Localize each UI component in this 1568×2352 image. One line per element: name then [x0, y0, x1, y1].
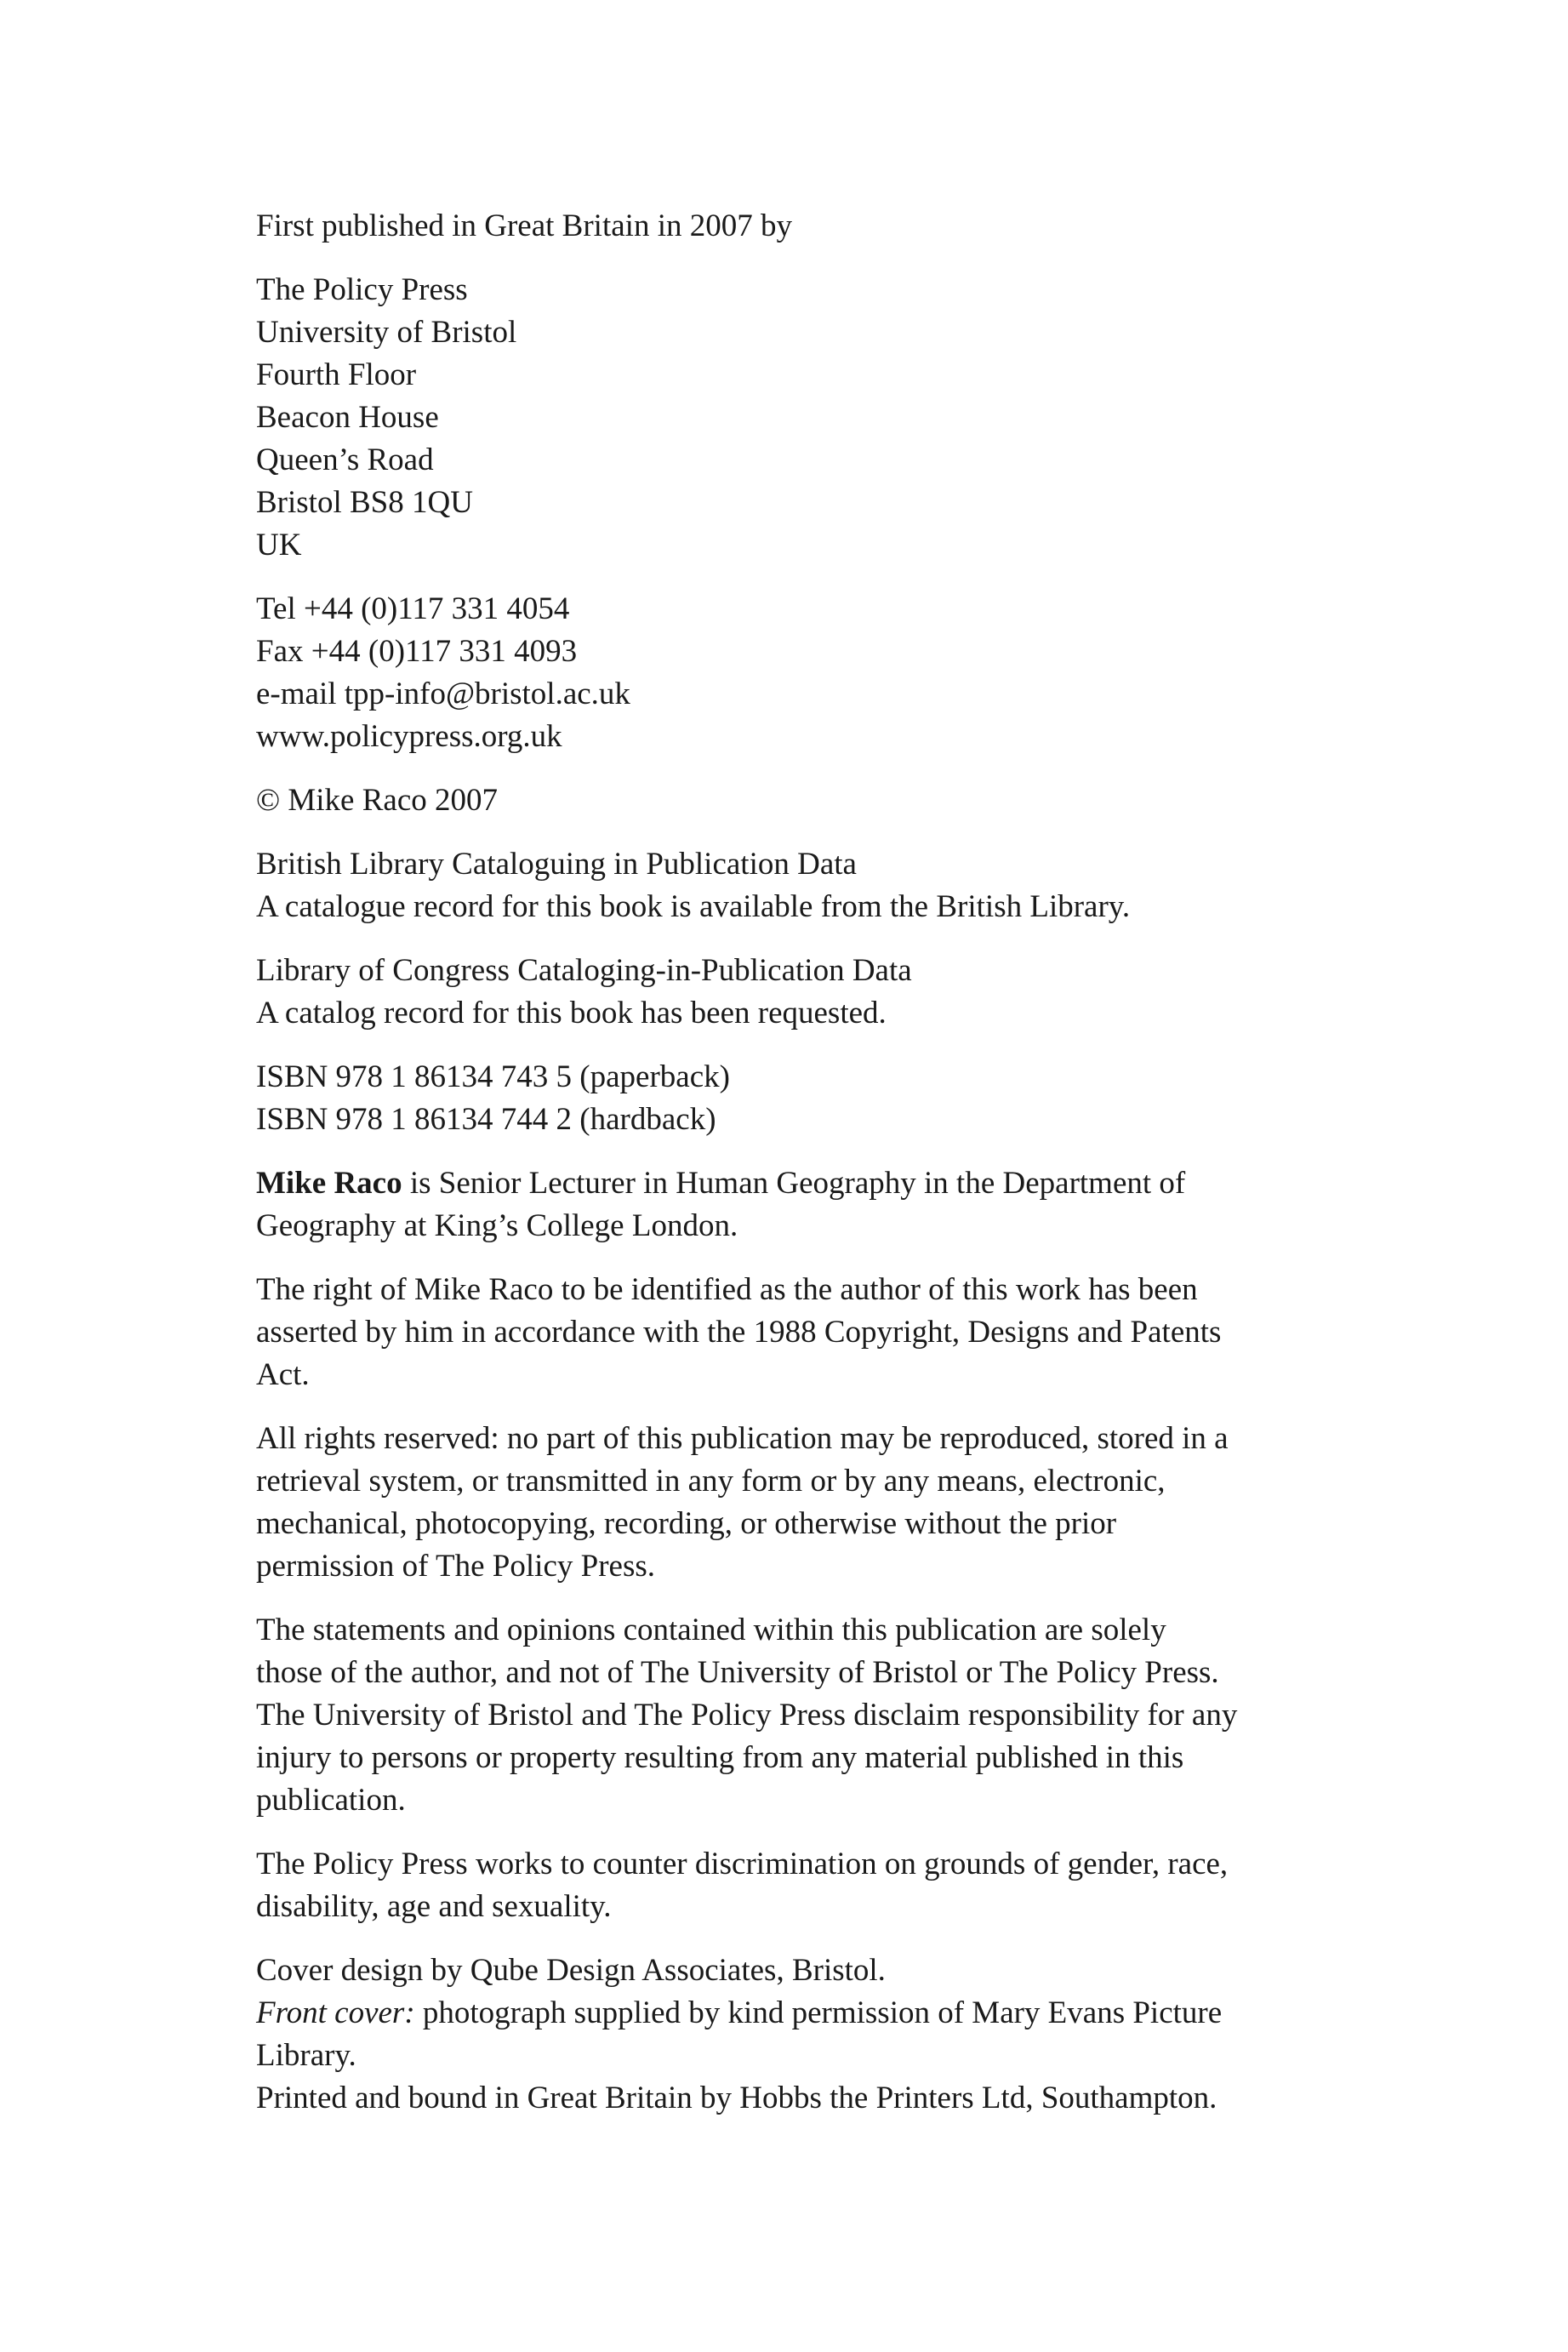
text-segment: A catalogue record for this book is available from the British Library. — [256, 889, 1131, 924]
paragraph — [256, 269, 1362, 567]
paragraph — [256, 1056, 1362, 1141]
paragraph — [256, 1162, 1362, 1247]
text-line — [256, 1354, 1362, 1396]
text-segment: The Policy Press works to counter discrimination on grounds of gender, race, — [256, 1847, 1229, 1881]
text-line — [256, 1950, 1362, 1992]
text-segment: ISBN 978 1 86134 743 5 (paperback) — [256, 1059, 730, 1094]
text-line — [256, 779, 1362, 822]
text-line — [256, 886, 1362, 928]
text-segment: publication. — [256, 1783, 406, 1818]
text-line — [256, 843, 1362, 886]
paragraph — [256, 1843, 1362, 1928]
text-segment: injury to persons or property resulting from any material published in this — [256, 1740, 1184, 1775]
text-segment: A catalog record for this book has been requested. — [256, 996, 887, 1030]
text-segment: First published in Great Britain in 2007 by — [256, 208, 792, 243]
text-line — [256, 1886, 1362, 1928]
text-line — [256, 1269, 1362, 1311]
text-segment: Tel +44 (0)117 331 4054 — [256, 591, 570, 626]
text-segment: Fourth Floor — [256, 357, 417, 392]
text-line — [256, 269, 1362, 311]
bold-text: Mike Raco — [256, 1166, 402, 1201]
text-line — [256, 2035, 1362, 2077]
text-line — [256, 311, 1362, 354]
text-line — [256, 397, 1362, 439]
text-segment: ISBN 978 1 86134 744 2 (hardback) — [256, 1102, 716, 1137]
text-segment: The statements and opinions contained within this publication are solely — [256, 1613, 1166, 1647]
text-line — [256, 950, 1362, 992]
text-segment: is Senior Lecturer in Human Geography in the Department of — [402, 1166, 1186, 1201]
text-line — [256, 1418, 1362, 1460]
text-segment: permission of The Policy Press. — [256, 1549, 655, 1584]
text-line — [256, 1652, 1362, 1694]
paragraph — [256, 1269, 1362, 1396]
text-segment: Printed and bound in Great Britain by Hobbs the Printers Ltd, Southampton. — [256, 2081, 1217, 2115]
text-line — [256, 1779, 1362, 1822]
text-segment: British Library Cataloguing in Publication Data — [256, 847, 857, 882]
text-segment: UK — [256, 528, 302, 562]
text-segment: Queen’s Road — [256, 442, 434, 477]
text-segment: Act. — [256, 1357, 310, 1392]
paragraph — [256, 1950, 1362, 2120]
text-segment: disability, age and sexuality. — [256, 1889, 612, 1924]
text-line — [256, 1694, 1362, 1737]
text-line — [256, 1609, 1362, 1652]
text-segment: © Mike Raco 2007 — [256, 783, 498, 818]
text-segment: e-mail tpp-info@bristol.ac.uk — [256, 676, 630, 711]
text-line — [256, 482, 1362, 524]
text-segment: Library. — [256, 2038, 356, 2073]
text-segment: All rights reserved: no part of this publication may be reproduced, stored in a — [256, 1421, 1229, 1456]
text-line — [256, 588, 1362, 631]
italic-text: Front cover: — [256, 1995, 415, 2030]
text-line — [256, 1992, 1362, 2035]
text-line — [256, 1099, 1362, 1141]
text-segment: Beacon House — [256, 400, 439, 435]
copyright-page — [256, 205, 1362, 2141]
text-segment: those of the author, and not of The University of Bristol or The Policy Press. — [256, 1655, 1219, 1690]
text-line — [256, 1503, 1362, 1545]
text-segment: The Policy Press — [256, 272, 468, 307]
paragraph — [256, 779, 1362, 822]
text-line — [256, 1162, 1362, 1205]
text-segment: www.policypress.org.uk — [256, 719, 562, 754]
text-line — [256, 1205, 1362, 1247]
paragraph — [256, 588, 1362, 758]
text-line — [256, 205, 1362, 248]
text-line — [256, 2077, 1362, 2120]
text-line — [256, 439, 1362, 482]
paragraph — [256, 1418, 1362, 1588]
text-line — [256, 673, 1362, 716]
text-segment: Cover design by Qube Design Associates, Bristol. — [256, 1953, 886, 1988]
text-segment: The University of Bristol and The Policy Press disclaim responsibility for any — [256, 1698, 1238, 1733]
text-segment: asserted by him in accordance with the 1988 Copyright, Designs and Patents — [256, 1315, 1222, 1350]
text-line — [256, 1843, 1362, 1886]
text-line — [256, 1311, 1362, 1354]
paragraph — [256, 950, 1362, 1035]
text-segment: The right of Mike Raco to be identified as the author of this work has been — [256, 1272, 1198, 1307]
text-line — [256, 354, 1362, 397]
text-segment: photograph supplied by kind permission of Mary Evans Picture — [414, 1995, 1223, 2030]
text-line — [256, 1056, 1362, 1099]
text-segment: mechanical, photocopying, recording, or otherwise without the prior — [256, 1506, 1117, 1541]
text-segment: retrieval system, or transmitted in any form or by any means, electronic, — [256, 1464, 1166, 1499]
text-line — [256, 1460, 1362, 1503]
text-segment: Fax +44 (0)117 331 4093 — [256, 634, 578, 669]
text-segment: Geography at King’s College London. — [256, 1208, 738, 1243]
text-segment: Bristol BS8 1QU — [256, 485, 473, 520]
text-line — [256, 1737, 1362, 1779]
paragraph — [256, 205, 1362, 248]
text-line — [256, 716, 1362, 758]
paragraph — [256, 843, 1362, 928]
paragraph — [256, 1609, 1362, 1822]
text-line — [256, 524, 1362, 567]
text-segment: University of Bristol — [256, 315, 517, 350]
text-line — [256, 992, 1362, 1035]
text-segment: Library of Congress Cataloging-in-Publication Data — [256, 953, 912, 988]
text-line — [256, 1545, 1362, 1588]
text-line — [256, 631, 1362, 673]
